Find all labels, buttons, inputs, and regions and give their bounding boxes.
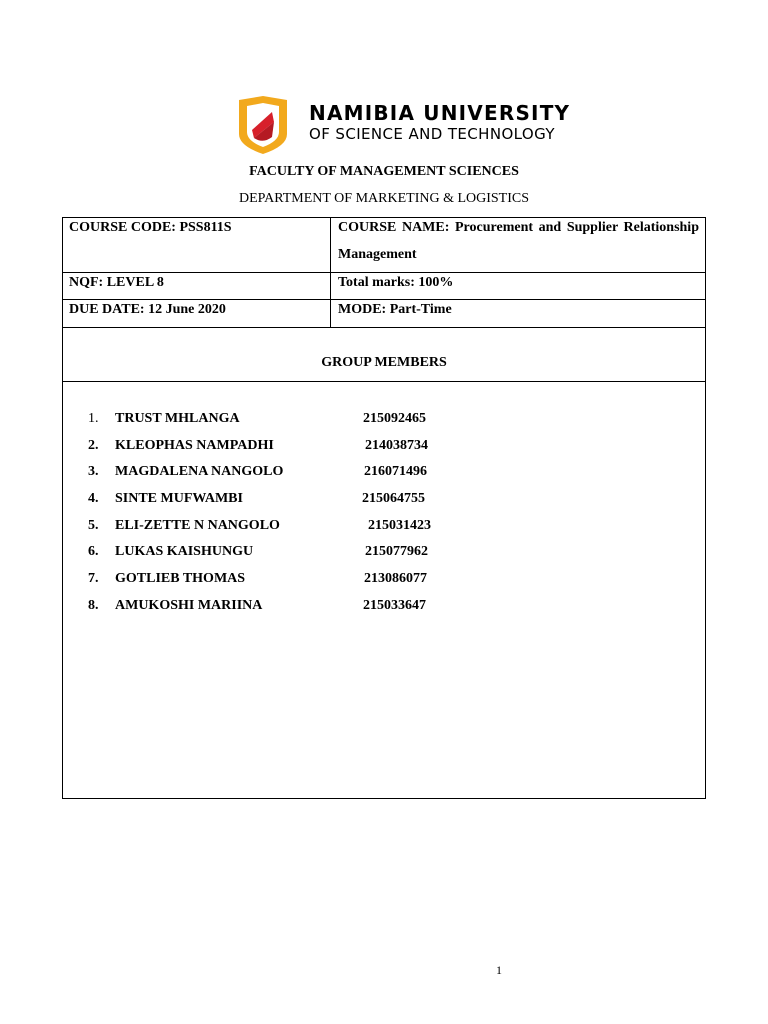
university-logo [235, 92, 571, 158]
member-student-id: 215031423 [368, 517, 431, 533]
list-item [63, 566, 705, 593]
member-student-id: 214038734 [365, 437, 428, 453]
member-name: LUKAS KAISHUNGU [115, 544, 254, 560]
member-number: 5. [88, 517, 99, 533]
course-name-cell: COURSE NAME: Procurement and Supplier Relationship Management [338, 220, 699, 262]
member-name: GOTLIEB THOMAS [115, 571, 246, 587]
list-item [63, 513, 705, 540]
member-number: 8. [88, 597, 99, 613]
faculty-title: FACULTY OF MANAGEMENT SCIENCES [249, 164, 519, 179]
university-emblem-icon [235, 92, 291, 156]
group-members-list [63, 406, 705, 620]
group-members-heading: GROUP MEMBERS [321, 355, 447, 370]
member-student-id: 215077962 [365, 544, 428, 560]
member-number: 2. [88, 437, 99, 453]
table-divider [63, 381, 705, 382]
member-name: AMUKOSHI MARIINA [115, 597, 263, 613]
department-title: DEPARTMENT OF MARKETING & LOGISTICS [238, 191, 530, 206]
nqf-level-cell: NQF: LEVEL 8 [69, 275, 164, 290]
member-number: 7. [88, 571, 99, 587]
page-number: 1 [496, 963, 502, 977]
member-number: 1. [88, 411, 99, 426]
list-item [63, 486, 705, 513]
member-number: 4. [88, 491, 99, 507]
due-date-cell: DUE DATE: 12 June 2020 [69, 302, 226, 317]
total-marks-cell: Total marks: 100% [338, 275, 454, 290]
member-number: 3. [88, 464, 99, 480]
member-number: 6. [88, 544, 99, 560]
course-info-table [62, 217, 706, 799]
member-name: TRUST MHLANGA [115, 411, 240, 426]
member-student-id: 213086077 [364, 571, 427, 587]
table-divider [63, 327, 705, 328]
list-item [63, 593, 705, 620]
list-item [63, 406, 705, 433]
logo-university-subtitle: OF SCIENCE AND TECHNOLOGY [309, 125, 555, 143]
member-name: SINTE MUFWAMBI [115, 491, 243, 507]
list-item [63, 539, 705, 566]
list-item [63, 433, 705, 460]
member-name: ELI-ZETTE N NANGOLO [115, 517, 280, 533]
mode-cell: MODE: Part-Time [338, 302, 452, 317]
logo-university-name: NAMIBIA UNIVERSITY [309, 101, 571, 125]
member-name: KLEOPHAS NAMPADHI [115, 437, 274, 453]
table-column-divider [330, 218, 331, 327]
list-item [63, 459, 705, 486]
member-name: MAGDALENA NANGOLO [115, 464, 284, 480]
member-student-id: 215064755 [362, 491, 425, 507]
course-code-cell: COURSE CODE: PSS811S [69, 220, 232, 235]
member-student-id: 215033647 [363, 597, 426, 613]
member-student-id: 215092465 [363, 411, 426, 426]
member-student-id: 216071496 [364, 464, 427, 480]
